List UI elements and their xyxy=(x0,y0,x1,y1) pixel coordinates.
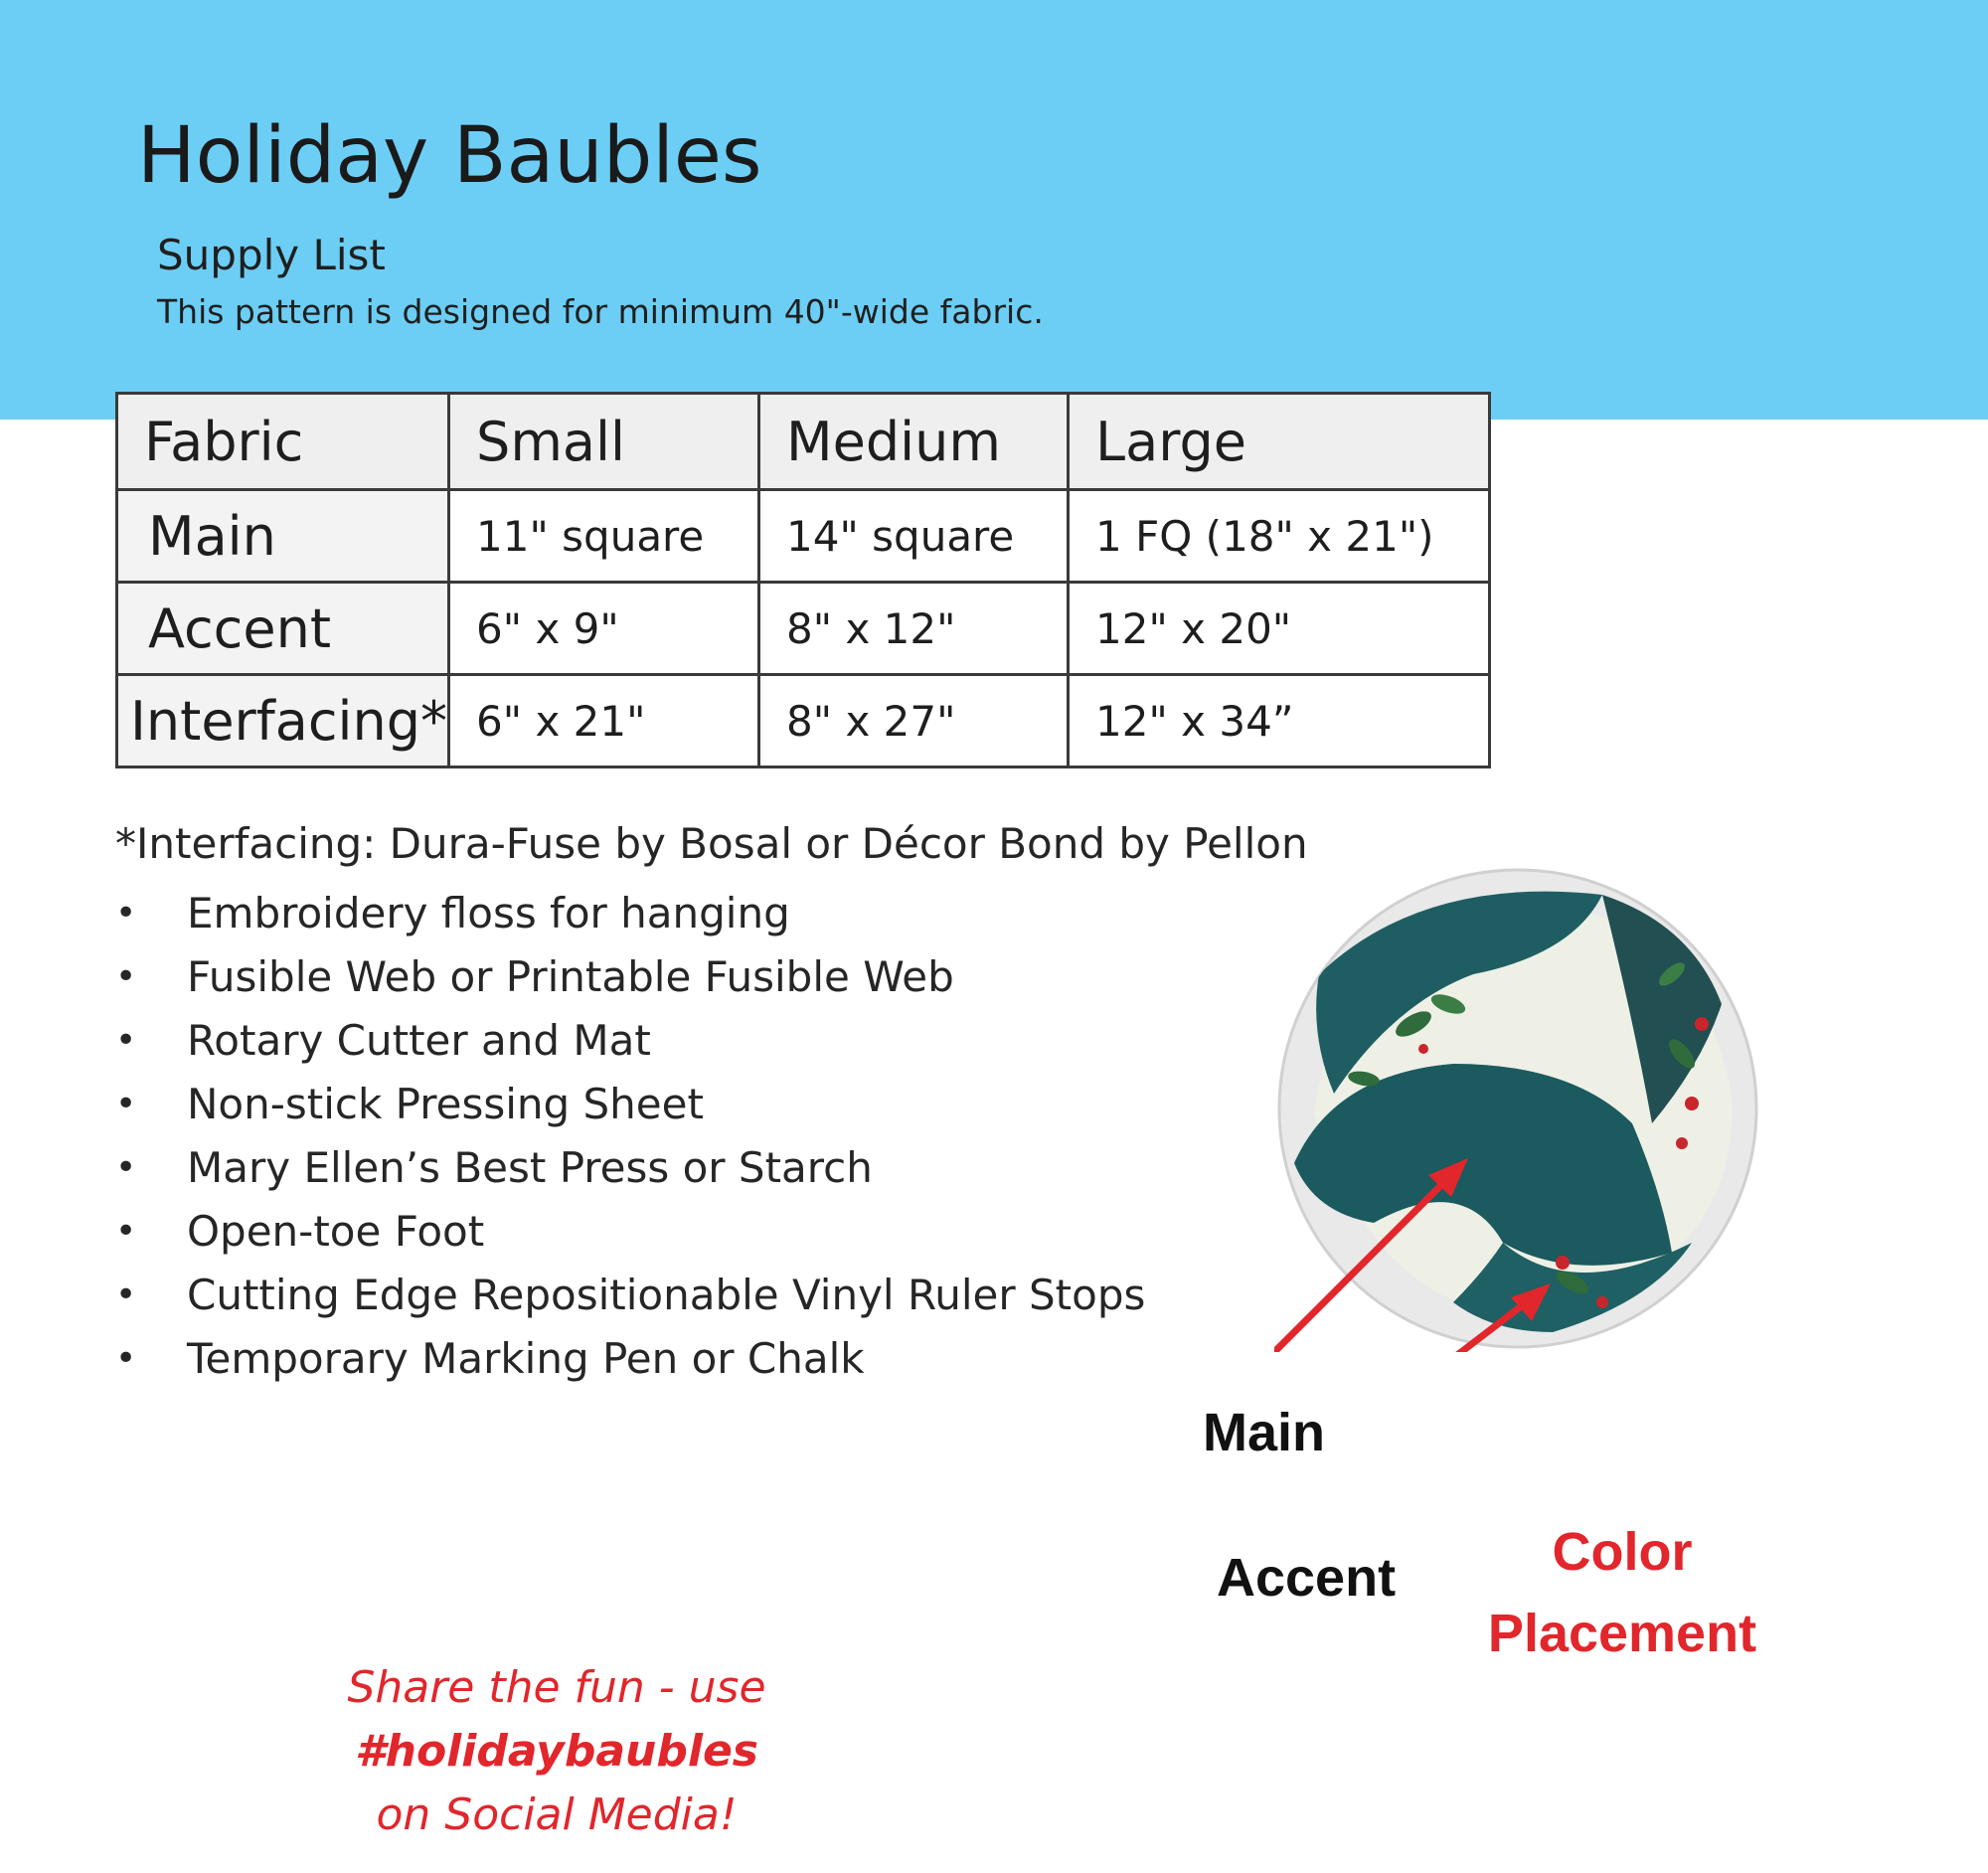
list-item-label: Fusible Web or Printable Fusible Web xyxy=(187,951,954,1001)
label-color-placement xyxy=(1473,1511,1771,1674)
list-item-label: Rotary Cutter and Mat xyxy=(187,1015,651,1065)
share-line1: Share the fun - use xyxy=(347,1662,766,1713)
bullet-icon: • xyxy=(115,892,137,934)
list-item xyxy=(115,881,1145,944)
page-title: Holiday Baubles xyxy=(137,111,762,201)
header-small: Small xyxy=(449,394,759,490)
bullet-icon: • xyxy=(115,1337,137,1379)
table-row xyxy=(117,675,1490,767)
bullet-icon: • xyxy=(115,1274,137,1315)
list-item xyxy=(115,1199,1145,1263)
table-cell: 12" x 34” xyxy=(1069,675,1490,767)
row-label-accent: Accent xyxy=(117,583,449,675)
table-cell: 8" x 12" xyxy=(759,583,1069,675)
list-item xyxy=(115,1072,1145,1135)
bullet-icon: • xyxy=(115,1146,137,1188)
row-label-interfacing: Interfacing* xyxy=(117,675,449,767)
list-item xyxy=(115,1326,1145,1390)
bullet-icon: • xyxy=(115,1019,137,1061)
list-item xyxy=(115,1263,1145,1326)
header-banner xyxy=(0,0,1988,420)
list-item-label: Mary Ellen’s Best Press or Starch xyxy=(187,1142,873,1192)
table-cell: 6" x 21" xyxy=(449,675,759,767)
label-accent-fabric: Accent xyxy=(1217,1548,1397,1608)
list-item-label: Non-stick Pressing Sheet xyxy=(187,1079,704,1128)
fabric-requirements-table xyxy=(115,392,1491,768)
share-line3: on Social Media! xyxy=(376,1789,738,1840)
share-callout xyxy=(338,1656,775,1847)
table-header-row xyxy=(117,394,1490,490)
table-cell: 6" x 9" xyxy=(449,583,759,675)
bullet-icon: • xyxy=(115,955,137,997)
table-cell: 8" x 27" xyxy=(759,675,1069,767)
row-label-main: Main xyxy=(117,490,449,583)
header-fabric: Fabric xyxy=(117,394,449,490)
list-item-label: Temporary Marking Pen or Chalk xyxy=(187,1333,865,1383)
header-medium: Medium xyxy=(759,394,1069,490)
list-item-label: Cutting Edge Repositionable Vinyl Ruler Stops xyxy=(187,1270,1146,1319)
fabric-width-note: This pattern is designed for minimum 40"-wide fabric. xyxy=(157,292,1044,331)
share-hashtag: #holidaybaubles xyxy=(355,1726,758,1777)
list-item-label: Open-toe Foot xyxy=(187,1206,485,1256)
list-item-label: Embroidery floss for hanging xyxy=(187,888,790,937)
label-main-fabric: Main xyxy=(1203,1403,1326,1462)
label-color-line1: Color xyxy=(1552,1522,1693,1582)
table-row xyxy=(117,583,1490,675)
list-item xyxy=(115,1008,1145,1072)
supply-list xyxy=(115,881,1145,1390)
table-cell: 12" x 20" xyxy=(1069,583,1490,675)
table-row xyxy=(117,490,1490,583)
bullet-icon: • xyxy=(115,1210,137,1252)
bauble-photo xyxy=(1274,865,1761,1352)
header-large: Large xyxy=(1069,394,1490,490)
table-cell: 14" square xyxy=(759,490,1069,583)
label-color-line2: Placement xyxy=(1487,1604,1757,1663)
table-cell: 11" square xyxy=(449,490,759,583)
table-cell: 1 FQ (18" x 21") xyxy=(1069,490,1490,583)
page-subtitle: Supply List xyxy=(157,231,386,279)
list-item xyxy=(115,1135,1145,1199)
list-item xyxy=(115,944,1145,1008)
bullet-icon: • xyxy=(115,1083,137,1124)
interfacing-footnote: *Interfacing: Dura-Fuse by Bosal or Décor Bond by Pellon xyxy=(115,819,1308,868)
